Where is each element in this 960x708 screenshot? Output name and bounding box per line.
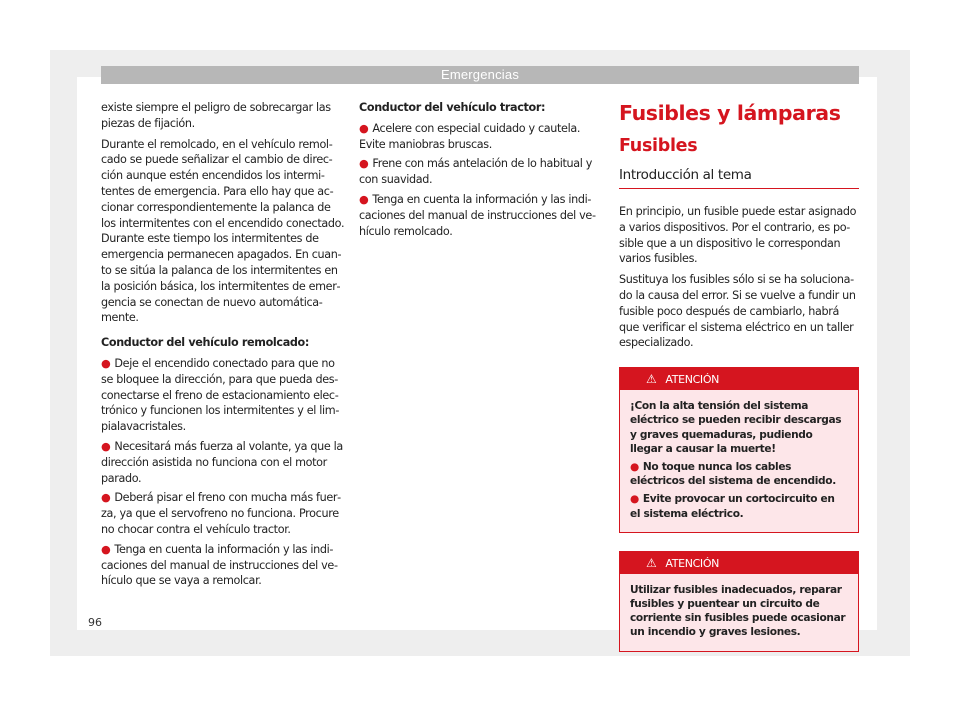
warning-body: [620, 574, 858, 651]
list-item: ● Necesitará más fuerza al volante, ya que la dirección asistida no funciona con el motor parado.: [101, 439, 343, 485]
list-item: ● Frene con más antelación de lo habitual y con suavidad.: [359, 157, 592, 187]
list-item: ● Tenga en cuenta la información y las indicaciones del manual de instrucciones del vehículo que se vaya a remolcar.: [101, 542, 338, 588]
paragraph: existe siempre el peligro de sobrecargar las piezas de fijación.: [101, 101, 331, 130]
list-item: ● No toque nunca los cables eléctricos del sistema de encendido.: [630, 460, 836, 488]
bullet-icon: ●: [101, 356, 111, 370]
bullet-icon: ●: [630, 460, 639, 473]
warning-triangle-icon: ⚠: [646, 372, 657, 387]
bullet-icon: ●: [630, 493, 639, 506]
bullet-icon: ●: [359, 157, 369, 171]
warning-text: ¡Con la alta tensión del sistema eléctrico se pueden recibir descargas y graves quemaduras, pudiendo llegar a causar la muerte!: [630, 400, 842, 455]
list-item: ● Deberá pisar el freno con mucha más fuerza, ya que el servofreno no funciona. Procure no chocar contra el vehículo tractor.: [101, 491, 342, 536]
warning-box: [619, 551, 859, 652]
section-title: Fusibles: [619, 136, 698, 156]
column-left: [101, 100, 347, 593]
bullet-icon: ●: [359, 121, 369, 135]
bullet-icon: ●: [101, 491, 111, 505]
subheading-towed-driver: Conductor del vehículo remolcado:: [101, 336, 310, 350]
paragraph: Durante el remolcado, en el vehículo remolcado se puede señalizar el cambio de dirección aunque estén encendidos los intermitentes de emergencia. Para ello hay que accionar correspondientemente la palanca de los intermitentes con el encendido conectado. Durante este tiempo los intermitentes de emergencia permanecen apagados. En cuanto se sitúa la palanca de los intermitentes en la posición básica, los intermitentes de emergencia se conectan de nuevo automáticamente.: [101, 137, 345, 325]
list-item: ● Evite provocar un cortocircuito en el sistema eléctrico.: [630, 493, 835, 520]
list-item: ● Tenga en cuenta la información y las indicaciones del manual de instrucciones del vehículo remolcado.: [359, 192, 596, 238]
chapter-title: Fusibles y lámparas: [619, 101, 841, 125]
list-item: ● Acelere con especial cuidado y cautela. Evite maniobras bruscas.: [359, 121, 581, 151]
paragraph: En principio, un fusible puede estar asignado a varios dispositivos. Por el contrario, es posible que a un dispositivo le correspondan varios fusibles.: [619, 205, 857, 266]
bullet-icon: ●: [101, 542, 111, 556]
subsection-title: Introducción al tema: [619, 165, 859, 189]
page-number: 96: [88, 616, 102, 629]
warning-text: Utilizar fusibles inadecuados, reparar fusibles y puentear un circuito de corriente sin fusibles puede ocasionar un incendio y graves lesiones.: [630, 583, 846, 639]
warning-body: [620, 390, 858, 532]
warning-triangle-icon: ⚠: [646, 555, 657, 570]
warning-header: ⚠ ATENCIÓN: [620, 552, 858, 574]
section-header: Emergencias: [101, 66, 859, 84]
list-item: ● Deje el encendido conectado para que no se bloquee la dirección, para que pueda desconectarse el freno de estacionamiento electrónico y funcionen los intermitentes y el limpialavacristales.: [101, 356, 340, 434]
bullet-icon: ●: [359, 192, 369, 206]
warning-header: ⚠ ATENCIÓN: [620, 368, 858, 390]
subheading-tractor-driver: Conductor del vehículo tractor:: [359, 101, 546, 114]
warning-box: [619, 367, 859, 533]
column-right: [619, 100, 859, 652]
column-middle: [359, 100, 603, 243]
paragraph: Sustituya los fusibles sólo si se ha solucionado la causa del error. Si se vuelve a fundir un fusible poco después de cambiarlo, habrá que verificar el sistema eléctrico en un taller especializado.: [619, 273, 856, 350]
bullet-icon: ●: [101, 439, 111, 453]
